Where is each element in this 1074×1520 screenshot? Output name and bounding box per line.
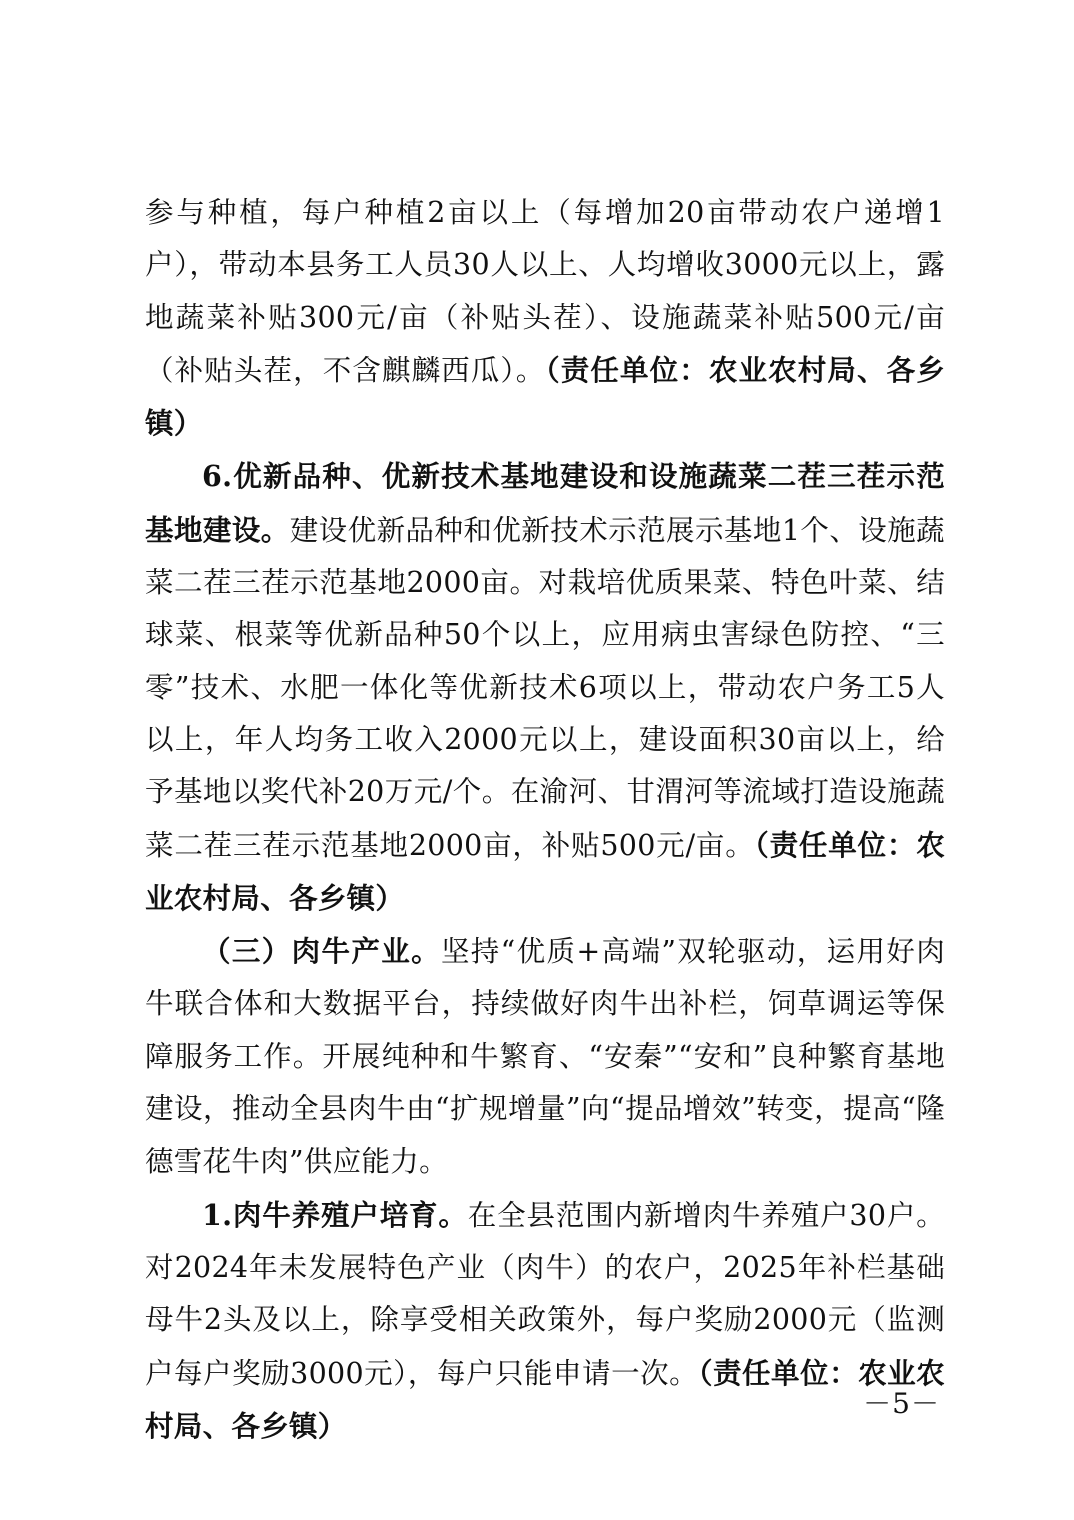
paragraph-2-heading: 6.优新品种、优新技术基地建设和设施蔬菜二茬三茬示范基地建设。 (145, 459, 945, 547)
paragraph-4 (145, 1189, 945, 1453)
paragraph-2-text: 建设优新品种和优新技术示范展示基地1个、设施蔬菜二茬三茬示范基地2000亩。对栽培优质果菜、特色叶菜、结球菜、根菜等优新品种50个以上，应用病虫害绿色防控、“三零”技术、水肥一体化等优新技术6项以上，带动农户务工5人以上，年人均务工收入2000元以上，建设面积30亩以上，给予基地以奖代补20万元/个。在渝河、甘渭河等流域打造设施蔬菜二茬三茬示范基地2000亩，补贴500元/亩。 (145, 513, 945, 862)
paragraph-4-responsibility: （责任单位：农业农村局、各乡镇） (145, 1355, 945, 1443)
document-body (145, 186, 945, 1453)
paragraph-4-text: 在全县范围内新增肉牛养殖户30户。对2024年未发展特色产业（肉牛）的农户，2025年补栏基础母牛2头及以上，除享受相关政策外，每户奖励2000元（监测户每户奖励3000元），每户只能申请一次。 (145, 1198, 945, 1390)
paragraph-3 (145, 925, 945, 1188)
paragraph-2 (145, 450, 945, 925)
paragraph-3-heading: （三）肉牛产业。 (202, 934, 441, 969)
paragraph-1-responsibility: （责任单位：农业农村局、各乡镇） (145, 352, 946, 441)
page-number: －5－ (863, 1387, 940, 1420)
paragraph-1-text: 参与种植，每户种植2亩以上（每增加20亩带动农户递增1户），带动本县务工人员30人以上、人均增收3000元以上，露地蔬菜补贴300元/亩（补贴头茬）、设施蔬菜补贴500元/亩（补贴头茬，不含麒麟西瓜）。 (145, 196, 945, 387)
paragraph-4-heading: 1.肉牛养殖户培育。 (202, 1197, 468, 1232)
paragraph-1 (145, 186, 945, 450)
paragraph-3-text: 坚持“优质+高端”双轮驱动，运用好肉牛联合体和大数据平台，持续做好肉牛出补栏，饲草调运等保障服务工作。开展纯种和牛繁育、“安秦”“安和”良种繁育基地建设，推动全县肉牛由“扩规增量”向“提品增效”转变，提高“隆德雪花牛肉”供应能力。 (145, 935, 945, 1179)
paragraph-2-responsibility: （责任单位：农业农村局、各乡镇） (145, 827, 945, 915)
